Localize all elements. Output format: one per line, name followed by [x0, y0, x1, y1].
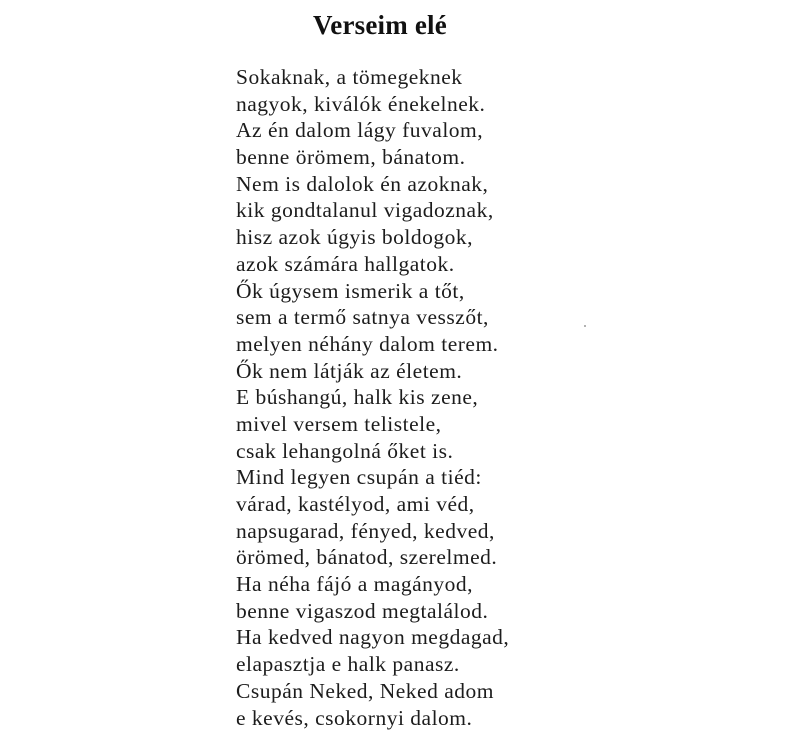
poem-line: elapasztja e halk panasz. — [236, 652, 460, 677]
poem-line: mivel versem telistele, — [236, 411, 442, 436]
poem-line: Csupán Neked, Neked adom — [236, 678, 494, 703]
poem-line: benne örömem, bánatom. — [236, 145, 466, 170]
poem-line: Mind legyen csupán a tiéd: — [236, 465, 482, 490]
poem-line: örömed, bánatod, szerelmed. — [236, 545, 498, 570]
poem-line: kik gondtalanul vigadoznak, — [236, 198, 494, 223]
poem-line: Sokaknak, a tömegeknek — [236, 65, 463, 89]
poem-line: nagyok, kiválók énekelnek. — [236, 91, 486, 116]
poem-title: Verseim elé — [313, 10, 447, 40]
poem-line: Az én dalom lágy fuvalom, — [236, 118, 484, 143]
poem-line: benne vigaszod megtalálod. — [236, 598, 489, 623]
poem-line: napsugarad, fényed, kedved, — [236, 518, 495, 543]
poem-line: Ők nem látják az életem. — [236, 358, 463, 383]
poem-line: melyen néhány dalom terem. — [236, 331, 499, 356]
poem-line: E búshangú, halk kis zene, — [236, 385, 479, 410]
poem-line: Ők úgysem ismerik a tőt, — [236, 278, 465, 303]
poem-line: csak lehangolná őket is. — [236, 438, 454, 463]
poem-line: Nem is dalolok én azoknak, — [236, 171, 489, 196]
poem-line: hisz azok úgyis boldogok, — [236, 225, 474, 250]
poem-line: e kevés, csokornyi dalom. — [236, 705, 473, 730]
poem-line: sem a termő satnya vesszőt, — [236, 305, 489, 330]
poem-body — [236, 64, 509, 731]
poem-line: várad, kastélyod, ami véd, — [236, 492, 475, 516]
scan-speck — [584, 325, 586, 327]
poem-line: Ha kedved nagyon megdagad, — [236, 625, 510, 650]
poem-line: Ha néha fájó a magányod, — [236, 572, 474, 597]
poem-line: azok számára hallgatok. — [236, 251, 455, 276]
